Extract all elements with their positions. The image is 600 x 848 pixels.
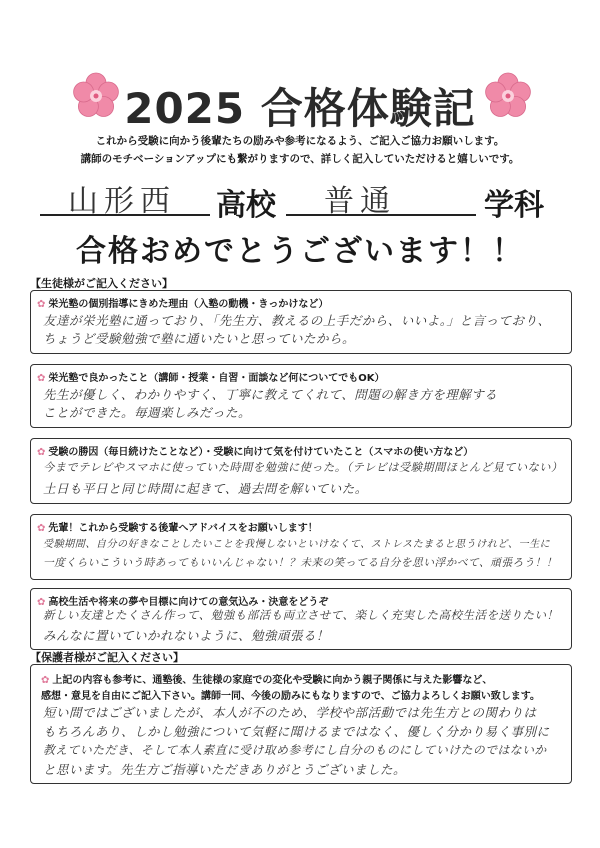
school-label: 高校 — [216, 188, 276, 223]
answer-2-line-2: ことができた。毎週楽しみだった。 — [43, 405, 252, 420]
parent-answer-line-2: もちろんあり、しかし勉強について気軽に聞けるまではなく、優しく分かり易く事別に — [43, 724, 550, 739]
question-box-4 — [30, 514, 572, 580]
answer-1-line-2: ちょうど受験勉強で塾に通いたいと思っていたから。 — [43, 331, 356, 346]
question-1-label: ✿ 栄光塾の個別指導にきめた理由（入塾の動機・きっかけなど） — [37, 299, 329, 310]
question-5-label: ✿ 高校生活や将来の夢や目標に向けての意気込み・決意をどうぞ — [37, 597, 329, 608]
course-name-underline — [286, 214, 476, 216]
intro-line-1: これから受験に向かう後輩たちの励みや参考になるよう、ご記入ご協力お願いします。 — [95, 135, 505, 147]
answer-2-line-1: 先生が優しく、わかりやすく、丁寧に教えてくれて、問題の解き方を理解する — [43, 387, 498, 402]
question-box-5 — [30, 588, 572, 650]
answer-3-line-2: 土日も平日と同じ時間に起きて、過去問を解いていた。 — [43, 481, 368, 496]
school-name-handwritten: 山形西 — [68, 184, 176, 219]
flower-bullet-icon: ✿ — [37, 299, 46, 310]
answer-4-line-1: 受験期間、自分の好きなことしたいことを我慢しないといけなくて、ストレスたまると思うけれど、一生に — [43, 539, 551, 550]
answer-5-line-1: 新しい友達とたくさん作って、勉強も部活も両立させて、楽しく充実した高校生活を送りたい！ — [43, 608, 559, 622]
question-box-2 — [30, 364, 572, 428]
question-3-label: ✿ 受験の勝因（毎日続けたことなど）・受験に向けて気を付けていたこと（スマホの使い方など） — [37, 447, 474, 458]
course-label: 学科 — [484, 188, 544, 223]
question-box-3 — [30, 438, 572, 504]
parent-comment-box — [30, 664, 572, 784]
question-4-label: ✿ 先輩！これから受験する後輩へアドバイスをお願いします！ — [37, 523, 318, 534]
congrats-heading: 合格おめでとうございます！！ — [76, 234, 524, 269]
parent-prompt-line-1: ✿ 上記の内容も参考に、通塾後、生徒様の家庭での変化や受験に向かう親子関係に与えた影響など、 — [41, 675, 493, 686]
parent-section-label: 【保護者様がご記入ください】 — [30, 651, 184, 664]
parent-answer-line-4: と思います。先生方ご指導いただきありがとうございました。 — [43, 762, 407, 777]
answer-3-line-1: 今までテレビやスマホに使っていた時間を勉強に使った。（テレビは受験期間ほとんど見ていない） — [43, 461, 563, 474]
flower-bullet-icon: ✿ — [41, 675, 50, 686]
flower-bullet-icon: ✿ — [37, 447, 46, 458]
school-name-underline — [40, 214, 210, 216]
answer-4-line-2: 一度くらいこういう時あってもいいんじゃない！？未来の笑ってる自分を思い浮かべて、頑張ろう！！ — [43, 556, 558, 569]
parent-prompt-line-2: 感想・意見を自由にご記入下さい。講師一同、今後の励みにもなりますので、ご協力よろしくお願い致します。 — [41, 691, 540, 702]
parent-answer-line-3: 教えていただき、そして本人素直に受け取め参考にし自分のものにしていけたのではないか — [43, 743, 547, 757]
intro-line-2: 講師のモチベーションアップにも繋がりますので、詳しく記入していただけると嬉しいです。 — [80, 153, 520, 165]
answer-1-line-1: 友達が栄光塾に通っており、「先生方、教えるの上手だから、いいよ。」と言っており、 — [43, 313, 551, 328]
flower-bullet-icon: ✿ — [37, 523, 46, 534]
school-course-line — [40, 182, 580, 222]
flower-bullet-icon: ✿ — [37, 597, 46, 608]
question-2-label: ✿ 栄光塾で良かったこと（講師・授業・自習・面談など何についてでもOK） — [37, 373, 385, 384]
page-title: 2025 合格体験記 — [124, 84, 476, 133]
question-box-1 — [30, 290, 572, 354]
student-section-label: 【生徒様がご記入ください】 — [30, 277, 173, 290]
parent-answer-line-1: 短い間ではございましたが、本人が不のため、学校や部活動では先生方との関わりは — [43, 705, 537, 720]
course-name-handwritten: 普通 — [324, 184, 396, 219]
flower-bullet-icon: ✿ — [37, 373, 46, 384]
answer-5-line-2: みんなに置いていかれないように、勉強頑張る！ — [43, 628, 330, 643]
